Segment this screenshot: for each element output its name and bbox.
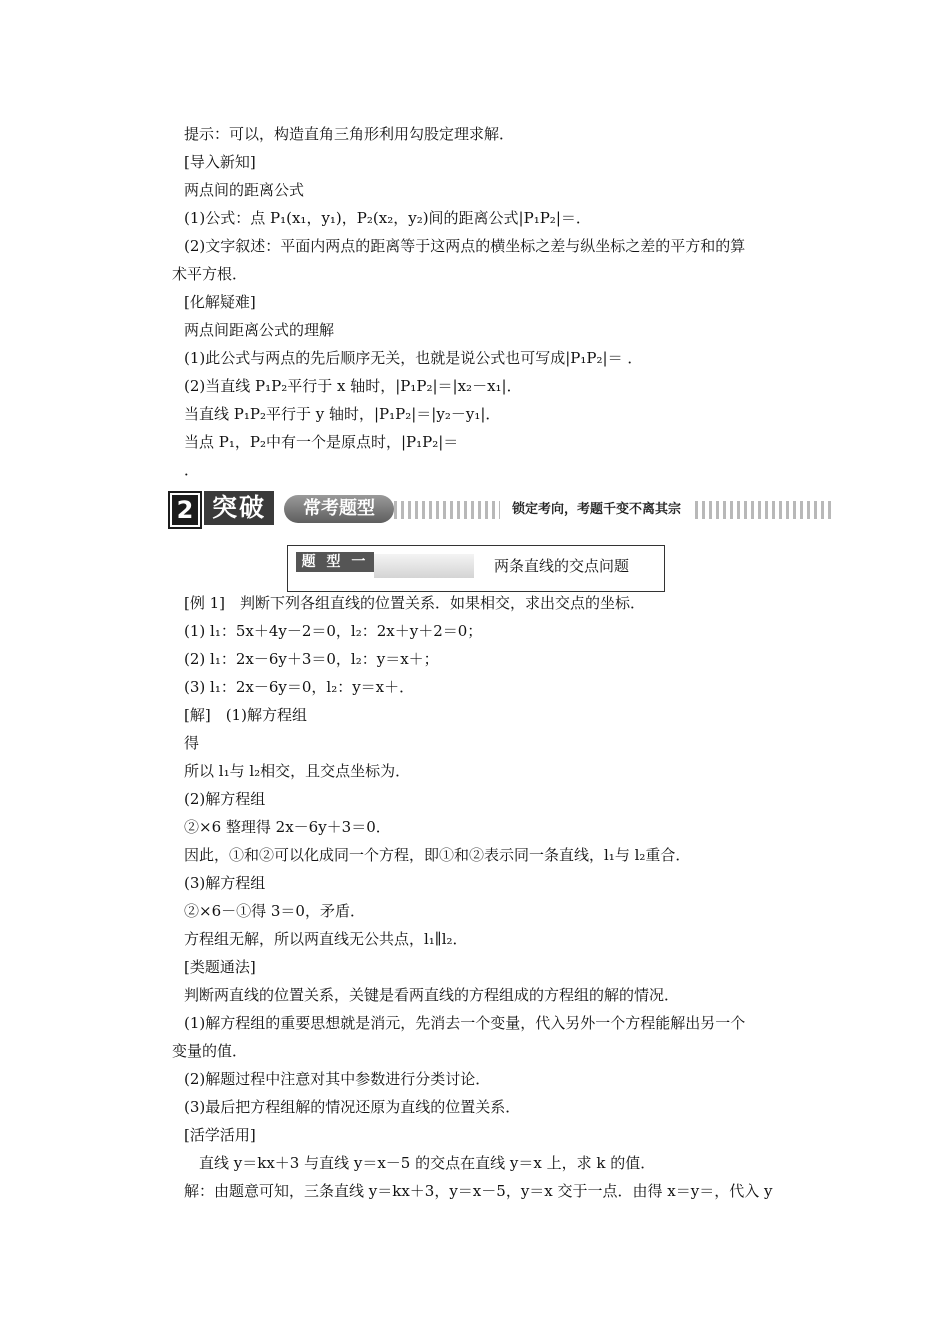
section-tag: 常考题型 [284, 495, 394, 523]
text-line-a: 解：由题意可知，三条直线 y＝kx＋3，y＝x－5，y＝x 交于一点．由得 x＝y＝，代入 y [184, 1182, 773, 1200]
section-banner [170, 489, 842, 529]
text-line-h-intro: [导入新知] [184, 153, 256, 171]
text-line-f1: (1)公式：点 P₁(x₁，y₁)，P₂(x₂，y₂)间的距离公式|P₁P₂|＝． [184, 209, 591, 227]
text-line-t-formula: 两点间的距离公式 [184, 181, 305, 199]
text-line-sol-1: 所以 l₁与 l₂相交，且交点坐标为． [184, 762, 411, 780]
text-line-m1b: 变量的值． [172, 1042, 248, 1060]
type-label: 题 型 一 [296, 552, 374, 572]
text-line-u1: (1)此公式与两点的先后顺序无关，也就是说公式也可写成|P₁P₂|＝ ． [184, 349, 643, 367]
type-label-bar [374, 554, 474, 578]
text-line-h-method: [类题通法] [184, 958, 256, 976]
text-line-sol-3b: 方程组无解，所以两直线无公共点，l₁∥l₂． [184, 930, 468, 948]
text-line-ex1-2: (2) l₁：2x－6y＋3＝0，l₂：y＝x＋； [184, 650, 439, 668]
text-line-m0: 判断两直线的位置关系，关键是看两直线的方程组成的方程组的解的情况． [184, 986, 680, 1004]
text-line-sol: [解] (1)解方程组 [184, 706, 307, 724]
type-title: 两条直线的交点问题 [494, 557, 630, 575]
text-line-u3: 当直线 P₁P₂平行于 y 轴时，|P₁P₂|＝|y₂－y₁|． [184, 405, 501, 423]
problem-type-box [287, 545, 665, 592]
text-line-ex1-3: (3) l₁：2x－6y＝0，l₂：y＝x＋． [184, 678, 415, 696]
text-line-ex1: [例 1] 判断下列各组直线的位置关系．如果相交，求出交点的坐标． [184, 594, 646, 612]
section-number: 2 [170, 493, 200, 527]
text-line-u2: (2)当直线 P₁P₂平行于 x 轴时，|P₁P₂|＝|x₂－x₁|． [184, 377, 522, 395]
text-line-sol-de: 得 [184, 734, 200, 752]
text-line-u4: 当点 P₁，P₂中有一个是原点时，|P₁P₂|＝ [184, 433, 459, 451]
section-title: 突破 [204, 491, 274, 525]
section-motto: 锁定考向，考题千变不离其宗 [500, 501, 693, 519]
text-line-sol-2a: ②×6 整理得 2x－6y＋3＝0． [184, 818, 391, 836]
text-line-m2: (2)解题过程中注意对其中参数进行分类讨论． [184, 1070, 491, 1088]
text-line-t-understand: 两点间距离公式的理解 [184, 321, 335, 339]
text-line-m3: (3)最后把方程组解的情况还原为直线的位置关系． [184, 1098, 521, 1116]
text-line-h-diff: [化解疑难] [184, 293, 256, 311]
text-line-u5: ． [184, 461, 200, 479]
text-line-f2: (2)文字叙述：平面内两点的距离等于这两点的横坐标之差与纵坐标之差的平方和的算 [184, 237, 746, 255]
text-line-sol-3a: ②×6－①得 3＝0，矛盾． [184, 902, 365, 920]
text-line-m1: (1)解方程组的重要思想就是消元，先消去一个变量，代入另外一个方程能解出另一个 [184, 1014, 746, 1032]
text-line-hint: 提示：可以，构造直角三角形利用勾股定理求解． [184, 125, 515, 143]
text-line-h-apply: [活学活用] [184, 1126, 256, 1144]
text-line-ex1-1: (1) l₁：5x＋4y－2＝0，l₂：2x＋y＋2＝0； [184, 622, 483, 640]
text-line-q: 直线 y＝kx＋3 与直线 y＝x－5 的交点在直线 y＝x 上，求 k 的值． [184, 1154, 656, 1172]
text-line-sol-3: (3)解方程组 [184, 874, 266, 892]
text-line-sol-2b: 因此，①和②可以化成同一个方程，即①和②表示同一条直线，l₁与 l₂重合． [184, 846, 691, 864]
text-line-sol-2: (2)解方程组 [184, 790, 266, 808]
text-line-f2b: 术平方根． [172, 265, 248, 283]
